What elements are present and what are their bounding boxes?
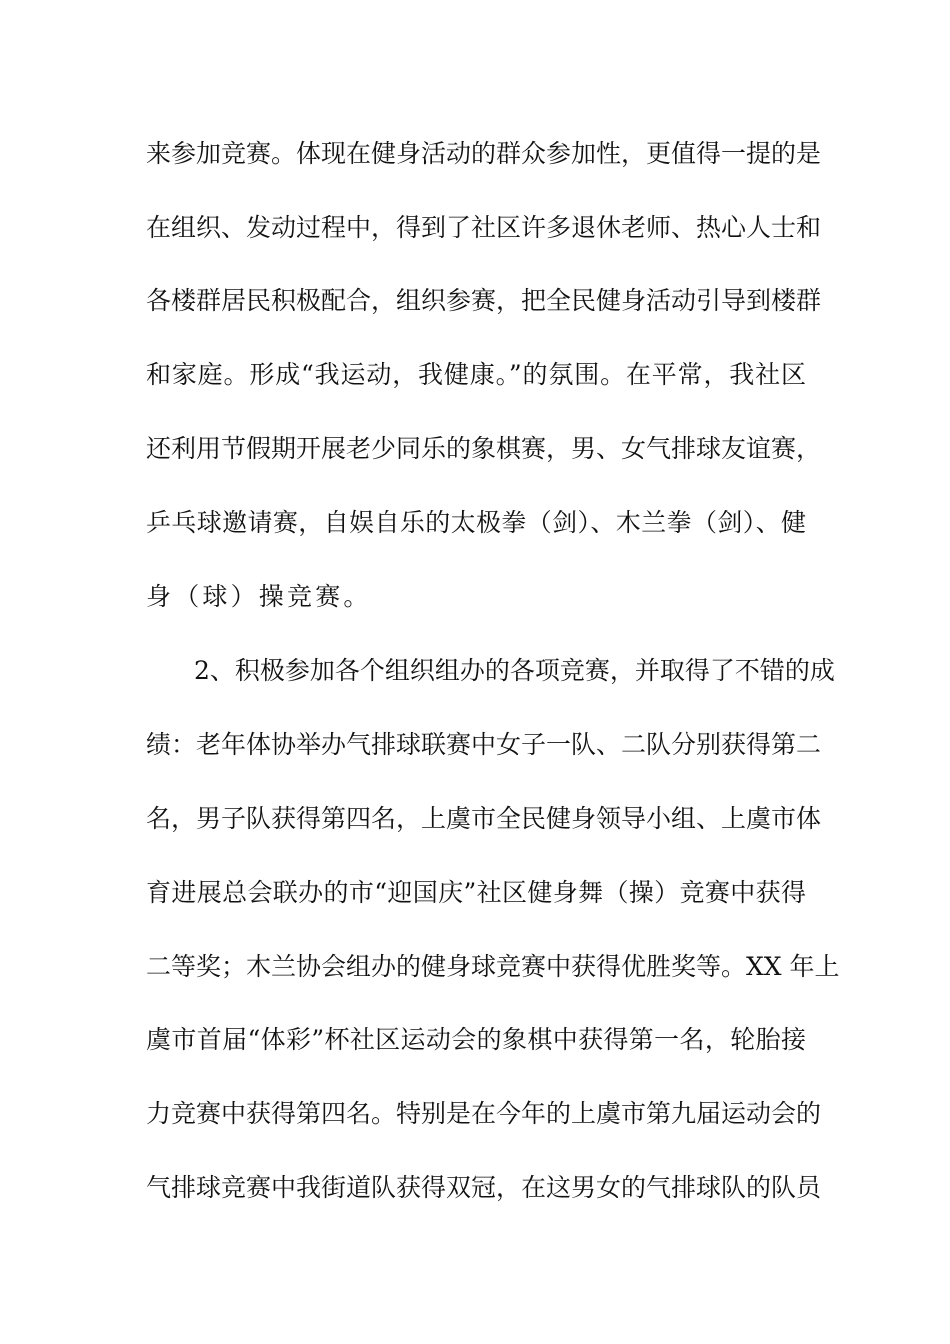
paragraph-line: 在组织、发动过程中，得到了社区许多退休老师、热心人士和 — [146, 213, 822, 242]
paragraph-line: 育进展总会联办的市“迎国庆”社区健身舞（操）竞赛中获得 — [146, 878, 806, 907]
paragraph-line: 身（球）操竞赛。 — [146, 582, 372, 611]
paragraph-line: 名，男子队获得第四名，上虞市全民健身领导小组、上虞市体 — [146, 804, 822, 833]
paragraph-line: 虞市首届“体彩”杯社区运动会的象棋中获得第一名，轮胎接 — [146, 1025, 806, 1054]
paragraph-line: 力竞赛中获得第四名。特别是在今年的上虞市第九届运动会的 — [146, 1099, 822, 1128]
paragraph-line: 来参加竞赛。体现在健身活动的群众参加性，更值得一提的是 — [146, 139, 822, 168]
paragraph-line: 绩：老年体协举办气排球联赛中女子一队、二队分别获得第二 — [146, 730, 822, 759]
paragraph-line: 和家庭。形成“我运动，我健康。”的氛围。在平常，我社区 — [146, 360, 806, 389]
paragraph-line: 还利用节假期开展老少同乐的象棋赛，男、女气排球友谊赛， — [146, 434, 822, 463]
paragraph-line: 2、积极参加各个组织组办的各项竞赛，并取得了不错的成 — [194, 656, 835, 685]
paragraph-line: 气排球竞赛中我街道队获得双冠，在这男女的气排球队的队员 — [146, 1173, 822, 1202]
paragraph-line: 二等奖；木兰协会组办的健身球竞赛中获得优胜奖等。XX 年上 — [146, 952, 840, 981]
paragraph-line: 各楼群居民积极配合，组织参赛，把全民健身活动引导到楼群 — [146, 286, 822, 315]
paragraph-line: 乒乓球邀请赛，自娱自乐的太极拳（剑）、木兰拳（剑）、健 — [146, 508, 806, 537]
